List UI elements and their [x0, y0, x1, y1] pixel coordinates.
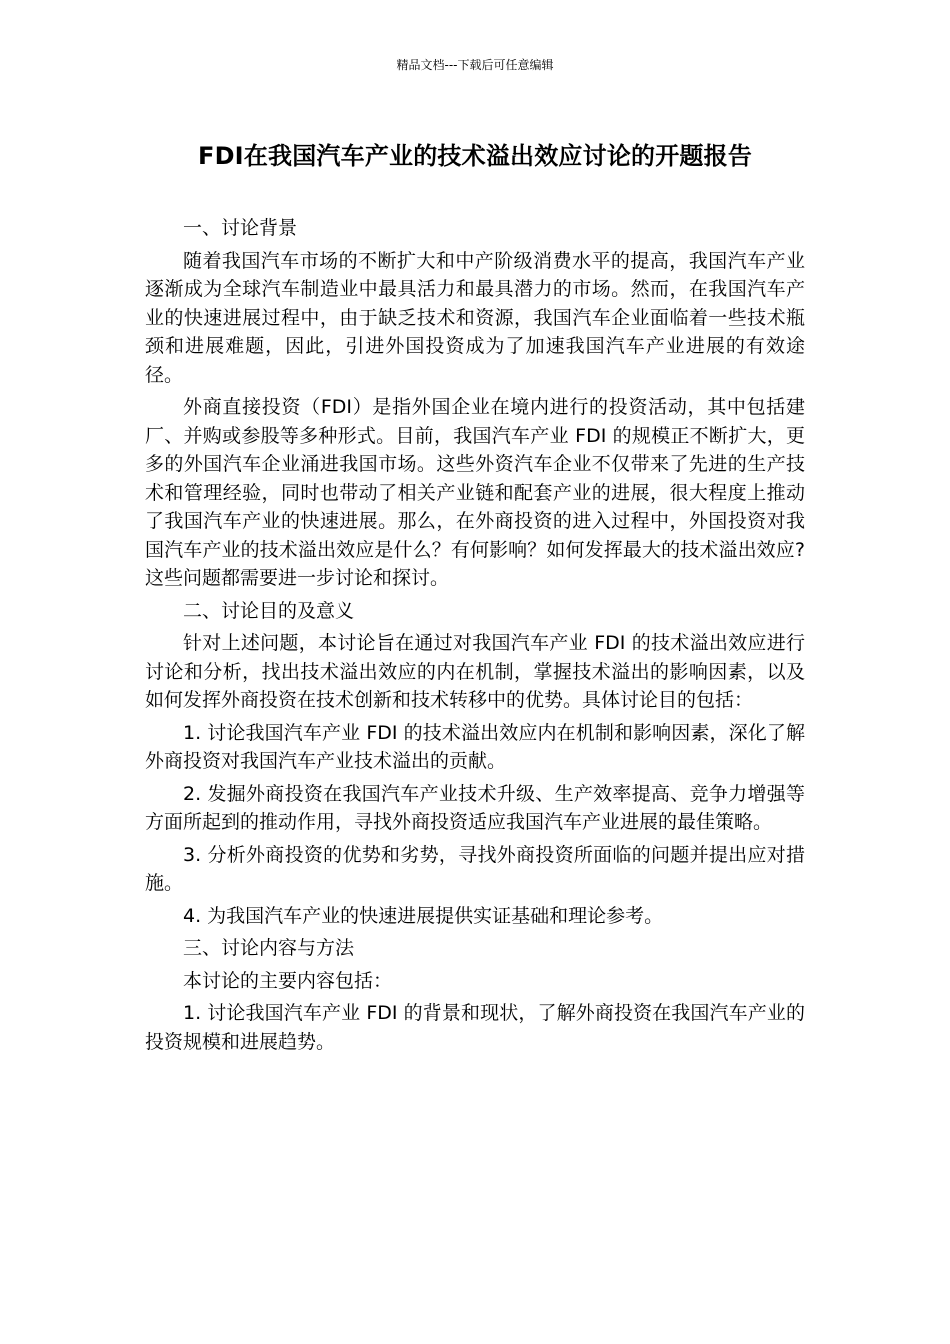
- paragraph-content-intro: 本讨论的主要内容包括：: [183, 969, 393, 992]
- paragraph-background-2: 外商直接投资（FDI）是指外国企业在境内进行的投资活动，其中包括建厂、并购或参股等多种形式。目前，我国汽车产业 FDI 的规模正不断扩大，更多的外国汽车企业涌进我国市场。这些外资汽车企业不仅带来了先进的生产技术和管理经验，同时也带动了相关产业链和配套产业的进展，很大程度上推动了我国汽车产业的快速进展。那么，在外商投资的进入过程中，外国投资对我国汽车产业的技术溢出效应是什么？有何影响？如何发挥最大的技术溢出效应?这些问题都需要进一步讨论和探讨。: [145, 396, 805, 589]
- list-item-content-1: 1. 讨论我国汽车产业 FDI 的背景和现状，了解外商投资在我国汽车产业的投资规模和进展趋势。: [145, 1002, 805, 1053]
- section-heading-content-method: 三、讨论内容与方法: [183, 937, 355, 959]
- list-item-purpose-1: 1. 讨论我国汽车产业 FDI 的技术溢出效应内在机制和影响因素，深化了解外商投资对我国汽车产业技术溢出的贡献。: [145, 721, 805, 772]
- section-heading-purpose: 二、讨论目的及意义: [183, 599, 355, 622]
- section-heading-background: 一、讨论背景: [183, 217, 298, 239]
- list-item-purpose-2: 2. 发掘外商投资在我国汽车产业技术升级、生产效率提高、竞争力增强等方面所起到的推动作用，寻找外商投资适应我国汽车产业进展的最佳策略。: [145, 782, 805, 833]
- page-header: 精品文档---下载后可任意编辑: [396, 58, 554, 72]
- list-item-purpose-4: 4. 为我国汽车产业的快速进展提供实证基础和理论参考。: [183, 904, 664, 927]
- paragraph-purpose-intro: 针对上述问题，本讨论旨在通过对我国汽车产业 FDI 的技术溢出效应进行讨论和分析，找出技术溢出效应的内在机制，掌握技术溢出的影响因素，以及如何发挥外商投资在技术创新和技术转移中的优势。具体讨论目的包括：: [145, 632, 805, 711]
- document-title: FDI在我国汽车产业的技术溢出效应讨论的开题报告: [197, 142, 753, 170]
- paragraph-background-1: 随着我国汽车市场的不断扩大和中产阶级消费水平的提高，我国汽车产业逐渐成为全球汽车制造业中最具活力和最具潜力的市场。然而，在我国汽车产业的快速进展过程中，由于缺乏技术和资源，我国汽车企业面临着一些技术瓶颈和进展难题，因此，引进外国投资成为了加速我国汽车产业进展的有效途径。: [145, 249, 805, 386]
- list-item-purpose-3: 3. 分析外商投资的优势和劣势，寻找外商投资所面临的问题并提出应对措施。: [145, 843, 805, 894]
- document-body: [145, 214, 805, 1060]
